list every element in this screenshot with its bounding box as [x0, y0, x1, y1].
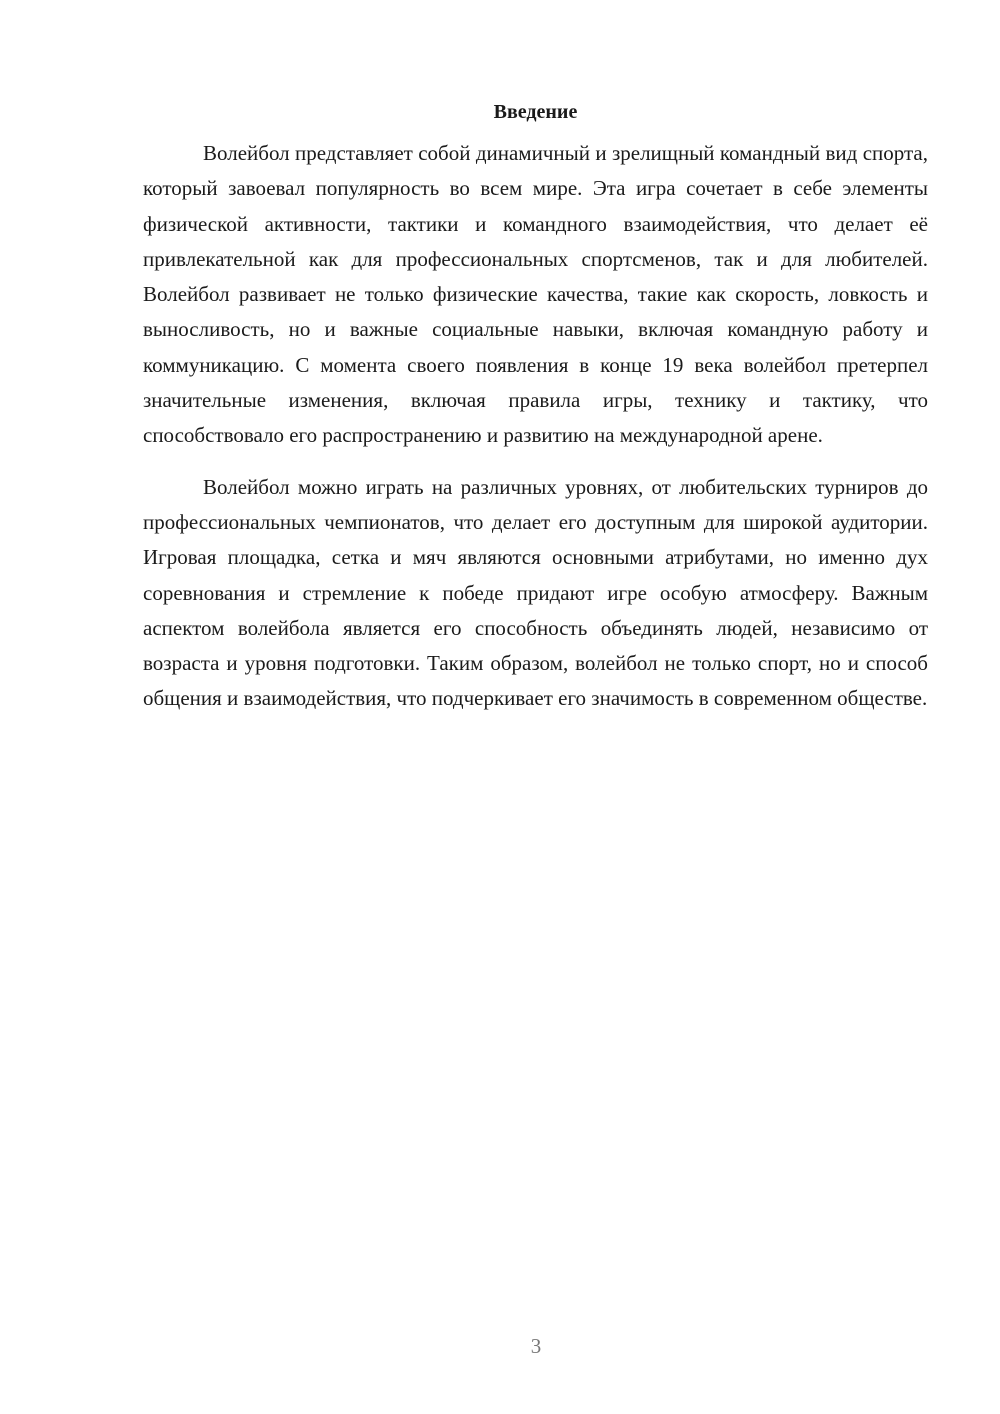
- paragraph-levels: Волейбол можно играть на различных уровнях, от любительских турниров до профессиональных чемпионатов, что делает его доступным для широкой аудитории. Игровая площадка, сетка и мяч являются основными атрибутами, но именно дух соревнования и стремление к победе придают игре особую атмосферу. Важным аспектом волейбола является его способность объединять людей, независимо от возраста и уровня подготовки. Таким образом, волейбол не только спорт, но и способ общения и взаимодействия, что подчеркивает его значимость в современном обществе.: [143, 474, 928, 711]
- section-title: Введение: [493, 101, 578, 123]
- page-content: [143, 96, 928, 717]
- paragraph-intro: Волейбол представляет собой динамичный и зрелищный командный вид спорта, который завоевал популярность во всем мире. Эта игра сочетает в себе элементы физической активности, тактики и командного взаимодействия, что делает её привлекательной как для профессиональных спортсменов, так и для любителей. Волейбол развивает не только физические качества, такие как скорость, ловкость и выносливость, но и важные социальные навыки, включая командную работу и коммуникацию. С момента своего появления в конце 19 века волейбол претерпел значительные изменения, включая правила игры, технику и тактику, что способствовало его распространению и развитию на международной арене.: [143, 141, 928, 448]
- page-number: 3: [530, 1334, 542, 1358]
